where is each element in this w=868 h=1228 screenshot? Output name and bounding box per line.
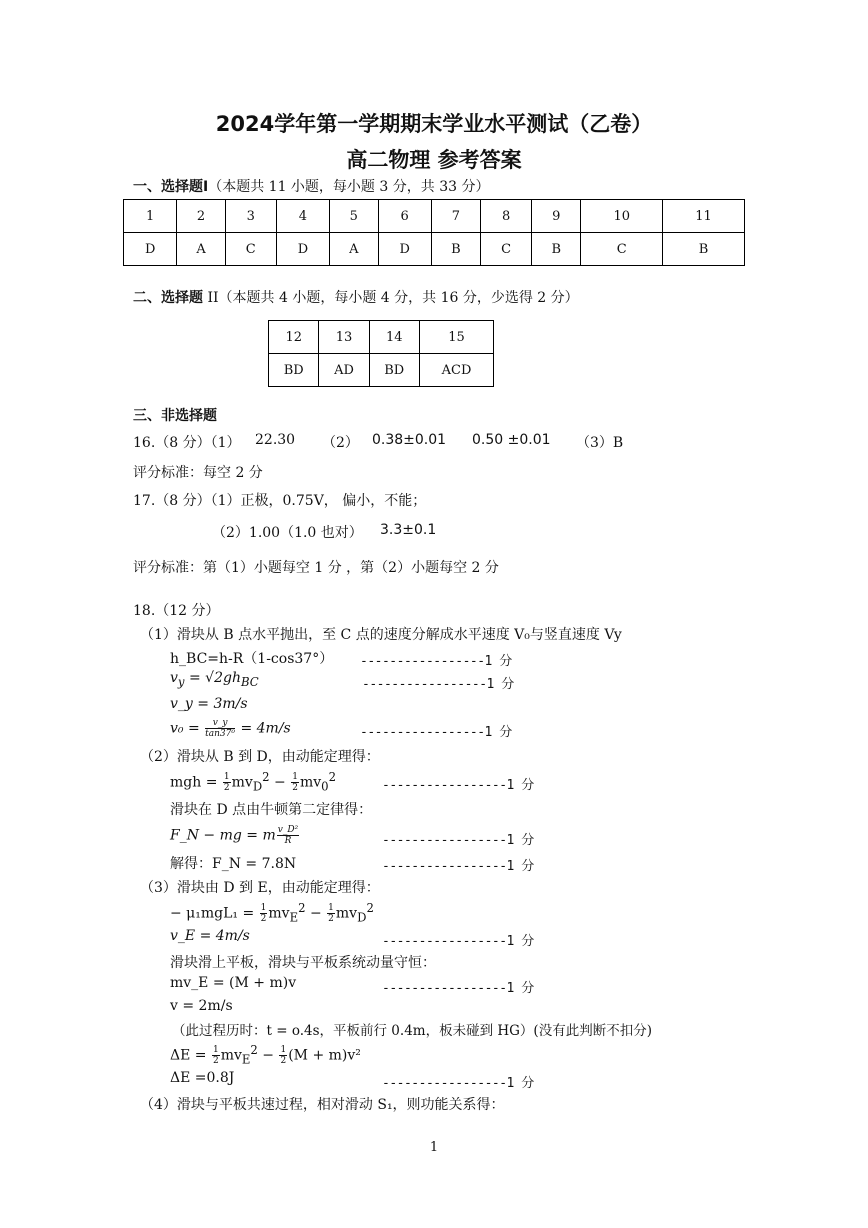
eq6-fraction (277, 825, 299, 846)
table-cell: C (481, 233, 532, 266)
q18-note: （此过程历时：t = o.4s，平板前行 0.4m，板未碰到 HG）(没有此判断不扣分) (172, 1023, 652, 1039)
frac-num: 1 (280, 1045, 287, 1056)
half-fraction (212, 1045, 220, 1066)
eq2-lhs: v (170, 670, 178, 686)
q18-part-4: （4）滑块与平板共速过程，相对滑动 S₁，则功能关系得： (140, 1097, 505, 1113)
q18-eq-4 (170, 718, 291, 739)
q16-part-2: （2） (322, 435, 359, 451)
section1-heading-text: 一、选择题I (133, 179, 209, 195)
score-mark: -----------------1 分 (382, 934, 534, 949)
section2-heading (133, 287, 579, 307)
eq4-pre: v₀ = (170, 720, 200, 737)
eq6-num: v_D² (277, 825, 299, 835)
q18-eq-3: v_y = 3m/s (170, 696, 248, 712)
table-row (124, 200, 745, 233)
table-cell: 6 (378, 200, 431, 233)
q18-part-2: （2）滑块从 B 到 D，由动能定理得： (140, 749, 380, 765)
q18-eq-7: 解得：F_N = 7.8N (170, 856, 297, 872)
table-cell: D (276, 233, 329, 266)
half-fraction (327, 903, 335, 924)
q16-answer-3: 0.50 ±0.01 (472, 432, 551, 448)
table-cell: C (225, 233, 276, 266)
eq5-a: mv (231, 774, 253, 791)
section1-heading (133, 176, 489, 196)
section3-heading (133, 405, 217, 425)
eq4-fraction (205, 718, 235, 739)
eq5-pre: mgh = (170, 774, 218, 791)
eq4-num: v_y (205, 718, 235, 729)
half-fraction (260, 903, 268, 924)
table-cell: 2 (177, 200, 225, 233)
table-cell: A (330, 233, 378, 266)
table-cell: A (177, 233, 225, 266)
frac-den: 2 (328, 914, 334, 925)
q18-eq-11: v = 2m/s (170, 998, 233, 1014)
table-cell: B (663, 233, 745, 266)
half-fraction (279, 1045, 287, 1066)
frac-den: 2 (292, 783, 298, 794)
table-row (269, 321, 494, 354)
q18-eq-1: h_BC=h-R（1-cos37°） (170, 651, 334, 667)
table-cell: ACD (419, 354, 493, 387)
q18-eq-8: − μ₁mgL₁ = $\frac{1}{2}$ $mv_E^2$ − $\frac{1}{2}$ $mv_D^2$ (170, 901, 374, 925)
eq8-asub: E (289, 910, 299, 925)
table-cell: B (532, 233, 581, 266)
q16-part-3: （3）B (576, 435, 624, 451)
score-mark: -----------------1 分 (360, 725, 512, 740)
q18-eq-5: mgh = $\frac{1}{2}$ $mv_D^2$ − $\frac{1}{2}$ $mv_0^2$ (170, 770, 336, 794)
frac-num: 1 (212, 1045, 219, 1056)
table-cell: 9 (532, 200, 581, 233)
table-row (124, 233, 745, 266)
page-number: 1 (429, 1140, 439, 1155)
eq8-bsub: D (357, 910, 367, 925)
table-cell: 10 (581, 200, 663, 233)
eq4-den: tan37⁰ (205, 729, 235, 739)
table-cell: 8 (481, 200, 532, 233)
section1-note: （本题共 11 小题，每小题 3 分，共 33 分） (208, 179, 490, 195)
frac-num: 1 (223, 772, 230, 783)
eq6-den: R (284, 836, 292, 846)
q16-answer-1: 22.30 (255, 432, 296, 448)
table-cell: BD (269, 354, 319, 387)
score-mark: -----------------1 分 (382, 1076, 534, 1091)
eq12-b: (M + m)v² (288, 1047, 361, 1064)
table-cell: C (581, 233, 663, 266)
q18-part-3: （3）滑块由 D 到 E，由动能定理得： (140, 880, 380, 896)
eq12-minus: − (262, 1047, 275, 1064)
eq2-sub: y (177, 674, 185, 689)
table-cell: 14 (369, 321, 419, 354)
score-mark: -----------------1 分 (382, 981, 534, 996)
section3-heading-text: 三、非选择题 (133, 408, 217, 424)
section2-heading-text: 二、选择题 (133, 290, 203, 306)
eq5-asub: D (252, 779, 263, 794)
eq5-minus: − (274, 774, 286, 791)
table-cell: 1 (124, 200, 177, 233)
section2-note: II（本题共 4 小题，每小题 4 分，共 16 分，少选得 2 分） (203, 290, 579, 306)
table-cell: 15 (419, 321, 493, 354)
table-cell: 11 (663, 200, 745, 233)
half-fraction (291, 772, 299, 793)
half-fraction (223, 772, 231, 793)
score-mark: -----------------1 分 (360, 654, 512, 669)
q17-line-1: 17.（8 分）（1）正极，0.75V， 偏小，不能； (133, 493, 427, 509)
q18-eq-13: ΔE =0.8J (170, 1070, 235, 1086)
frac-den: 2 (223, 783, 230, 794)
score-mark: -----------------1 分 (362, 677, 514, 692)
eq8-a: mv (268, 905, 290, 922)
q18-eq-6 (170, 825, 300, 846)
score-mark: -----------------1 分 (382, 778, 534, 793)
eq2-rsub: BC (240, 674, 259, 689)
table-cell: 7 (431, 200, 480, 233)
table-cell: 13 (319, 321, 369, 354)
eq8-b: mv (335, 905, 358, 922)
table-cell: 4 (276, 200, 329, 233)
frac-num: 1 (260, 903, 267, 914)
choice-table-2 (268, 320, 494, 387)
q18-eq-12: ΔE = $\frac{1}{2}$ $mv_E^2$ − $\frac{1}{2}$ (M + m)v² (170, 1043, 361, 1067)
eq4-post: = 4m/s (240, 720, 291, 737)
table-cell: 3 (225, 200, 276, 233)
table-cell: D (124, 233, 177, 266)
q17-score: 评分标准：第（1）小题每空 1 分 ，第（2）小题每空 2 分 (133, 560, 499, 576)
eq5-bsub: 0 (321, 779, 329, 794)
frac-den: 2 (280, 1056, 287, 1067)
choice-table-1 (123, 199, 745, 266)
q17-line-2b: 3.3±0.1 (380, 522, 437, 538)
page-title: 2024学年第一学期期末学业水平测试（乙卷） (215, 112, 653, 136)
table-cell: 5 (330, 200, 378, 233)
q18-part-2b: 滑块在 D 点由牛顿第二定律得： (170, 802, 373, 818)
table-cell: 12 (269, 321, 319, 354)
q18-part-1: （1）滑块从 B 点水平抛出，至 C 点的速度分解成水平速度 V₀与竖直速度 Vy (140, 627, 622, 643)
q16-answer-2: 0.38±0.01 (372, 432, 447, 448)
eq2-rhs: = √2gh (188, 670, 241, 686)
score-mark: -----------------1 分 (382, 859, 534, 874)
q18-eq-10: mv_E = (M + m)v (170, 975, 297, 991)
q18-label: 18.（12 分） (133, 603, 220, 619)
frac-num: 1 (292, 772, 298, 783)
frac-num: 1 (328, 903, 334, 914)
frac-den: 2 (212, 1056, 219, 1067)
q18-part-3b: 滑块滑上平板，滑块与平板系统动量守恒： (170, 955, 436, 971)
table-row (269, 354, 494, 387)
table-cell: D (378, 233, 431, 266)
eq12-pre: ΔE = (170, 1047, 207, 1064)
page-subtitle: 高二物理 参考答案 (346, 148, 522, 172)
eq12-a: mv (220, 1047, 242, 1064)
q17-line-2a: （2）1.00（1.0 也对） (212, 525, 363, 541)
q18-eq-9: v_E = 4m/s (170, 928, 250, 944)
score-mark: -----------------1 分 (382, 833, 534, 848)
eq5-b: mv (299, 774, 322, 791)
frac-den: 2 (260, 914, 267, 925)
eq12-asub: E (241, 1052, 251, 1067)
q18-eq-2 (170, 670, 259, 689)
q16-label: 16.（8 分）（1） (133, 435, 241, 451)
eq8-pre: − μ₁mgL₁ = (170, 905, 255, 922)
eq6-pre: F_N − mg = m (170, 827, 276, 844)
table-cell: BD (369, 354, 419, 387)
q16-score: 评分标准：每空 2 分 (133, 465, 263, 481)
table-cell: B (431, 233, 480, 266)
eq8-minus: − (309, 905, 322, 922)
table-cell: AD (319, 354, 369, 387)
